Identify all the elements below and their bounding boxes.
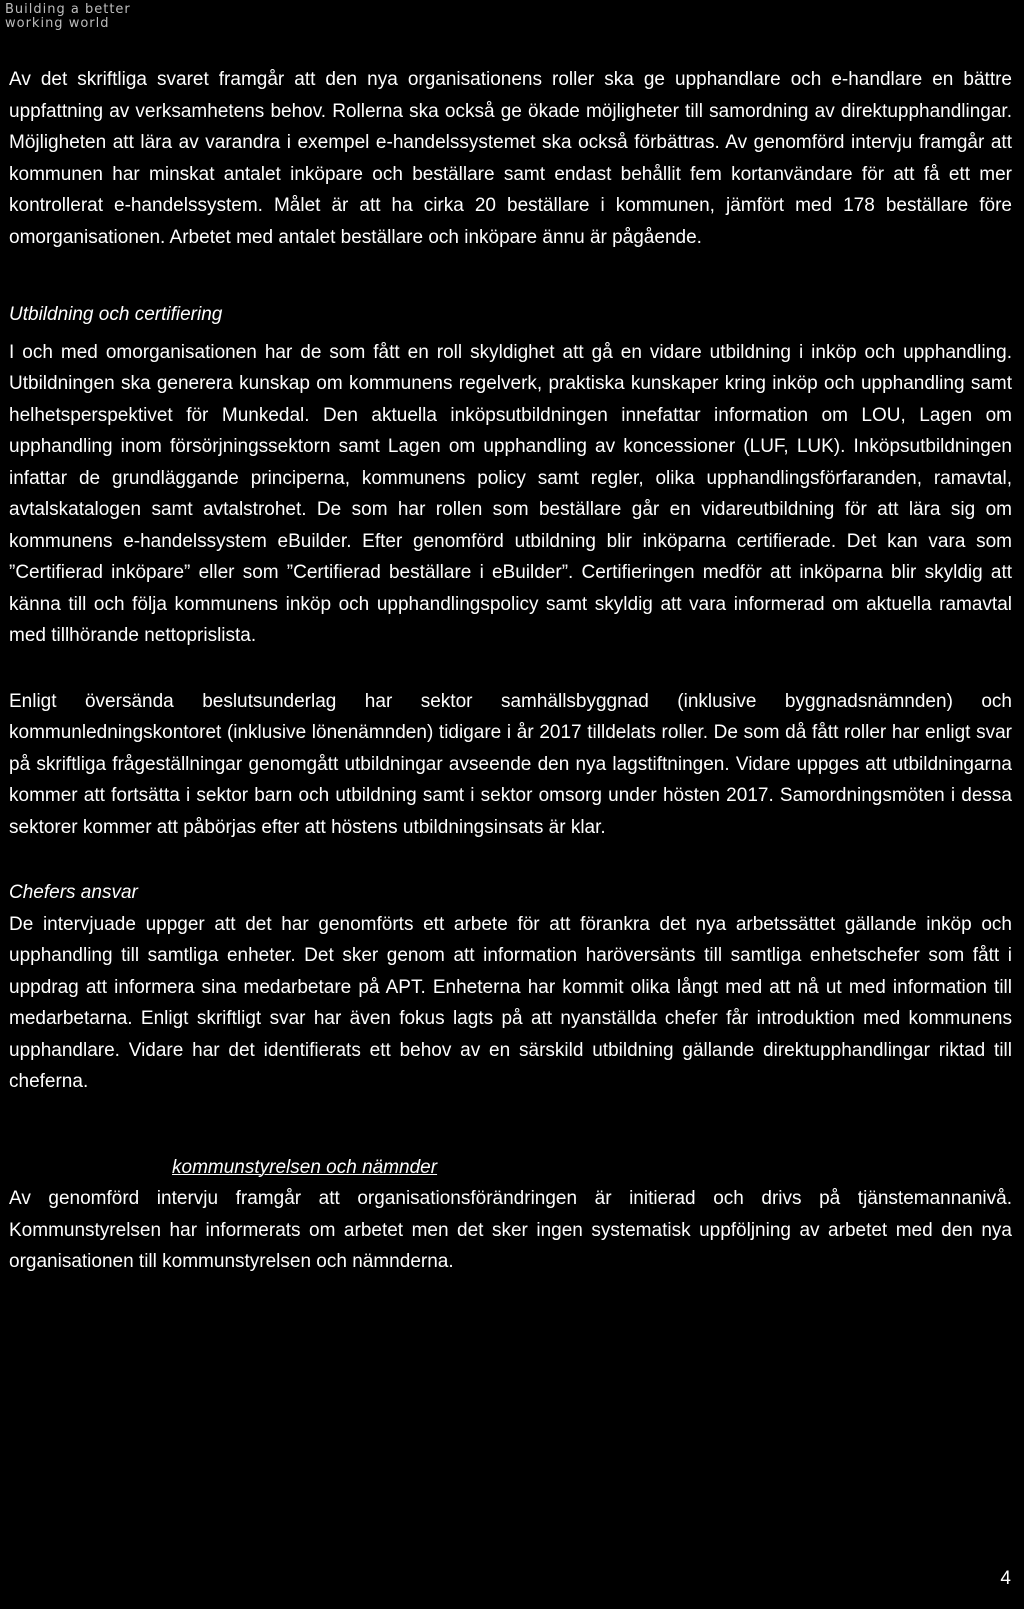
beslut-paragraph: Enligt översända beslutsunderlag har sektor samhällsbyggnad (inklusive byggnadsnämnden) och kommunledningskontoret (inklusive lönenämnden) tidigare i år 2017 tilldelats roller. De som då fått roller har enligt svar på skriftliga frågeställningar genomgått utbildningar avseende den nya lagstiftningen. Vidare uppges att utbildningarna kommer att fortsätta i sektor barn och utbildning samt i sektor omsorg under hösten 2017. Samordningsmöten i dessa sektorer kommer att påbörjas efter att höstens utbildningsinsats är klar.	[9, 690, 1012, 838]
chefer-paragraph: De intervjuade uppger att det har genomförts ett arbete för att förankra det nya arbetssättet gällande inköp och upphandling till samtliga enheter. Det sker genom att information haröversänts till samtliga enhetschefer som fått i uppdrag att informera sina medarbetare på APT. Enheterna har kommit olika långt med att nå ut med information till medarbetarna. Enligt skriftligt svar har även fokus lagts på att nyanställda chefer får introduktion med kommunens upphandlare. Vidare har det identifierats ett behov av en särskild utbildning gällande direktupphandlingar riktad till cheferna.	[9, 913, 1012, 1092]
kommunstyrelsen-paragraph: Av genomförd intervju framgår att organisationsförändringen är initierad och drivs på tjänstemannanivå. Kommunstyrelsen har informerats om arbetet men det sker ingen systematisk uppföljning av arbetet med den nya organisationen till kommunstyrelsen och nämnderna.	[9, 1188, 1012, 1272]
logo-tagline-line1: Building a better	[5, 2, 131, 17]
page-number: 4	[1000, 1568, 1011, 1589]
heading-chefer: Chefers ansvar	[9, 882, 138, 903]
logo-tagline	[5, 3, 131, 31]
document-body	[9, 64, 1012, 1278]
utbildning-paragraph: I och med omorganisationen har de som fått en roll skyldighet att gå en vidare utbildning i inköp och upphandling. Utbildningen ska generera kunskap om kommunens regelverk, praktiska kunskaper kring inköp och upphandling samt helhetsperspektivet för Munkedal. Den aktuella inköpsutbildningen innefattar information om LOU, Lagen om upphandling inom försörjningssektorn samt Lagen om upphandling av koncessioner (LUF, LUK). Inköpsutbildningen infattar de grundläggande principerna, kommunens policy samt regler, olika upphandlingsförfaranden, ramavtal, avtalskatalogen samt avtalstrohet. De som har rollen som beställare går en vidareutbildning för att lära sig om kommunens e-handelssystem eBuilder. Efter genomförd utbildning blir inköparna certifierade. Det kan vara som ”Certifierad inköpare” eller som ”Certifierad beställare i eBuilder”. Certifieringen medför att inköparna blir skyldig att känna till och följa kommunens inköp och upphandlingspolicy samt skyldig att vara informerad om aktuella ramavtal med tillhörande nettoprislista.	[9, 341, 1012, 646]
logo-tagline-line2: working world	[5, 16, 110, 31]
intro-paragraph: Av det skriftliga svaret framgår att den nya organisationens roller ska ge upphandlare och e-handlare en bättre uppfattning av verksamhetens behov. Rollerna ska också ge ökade möjligheter till samordning av direktupphandlingar. Möjligheten att lära av varandra i exempel e-handelssystemet ska också förbättras. Av genomförd intervju framgår att kommunen har minskat antalet inköpare och beställare samt endast behållit fem kortanvändare för att få ett mer kontrollerat e-handelssystem. Målet är att ha cirka 20 beställare i kommunen, jämfört med 178 beställare före omorganisationen. Arbetet med antalet beställare och inköpare ännu är pågående.	[9, 69, 1012, 248]
heading-utbildning: Utbildning och certifiering	[9, 304, 223, 325]
heading-kommunstyrelsen: kommunstyrelsen och nämnder	[172, 1156, 438, 1178]
